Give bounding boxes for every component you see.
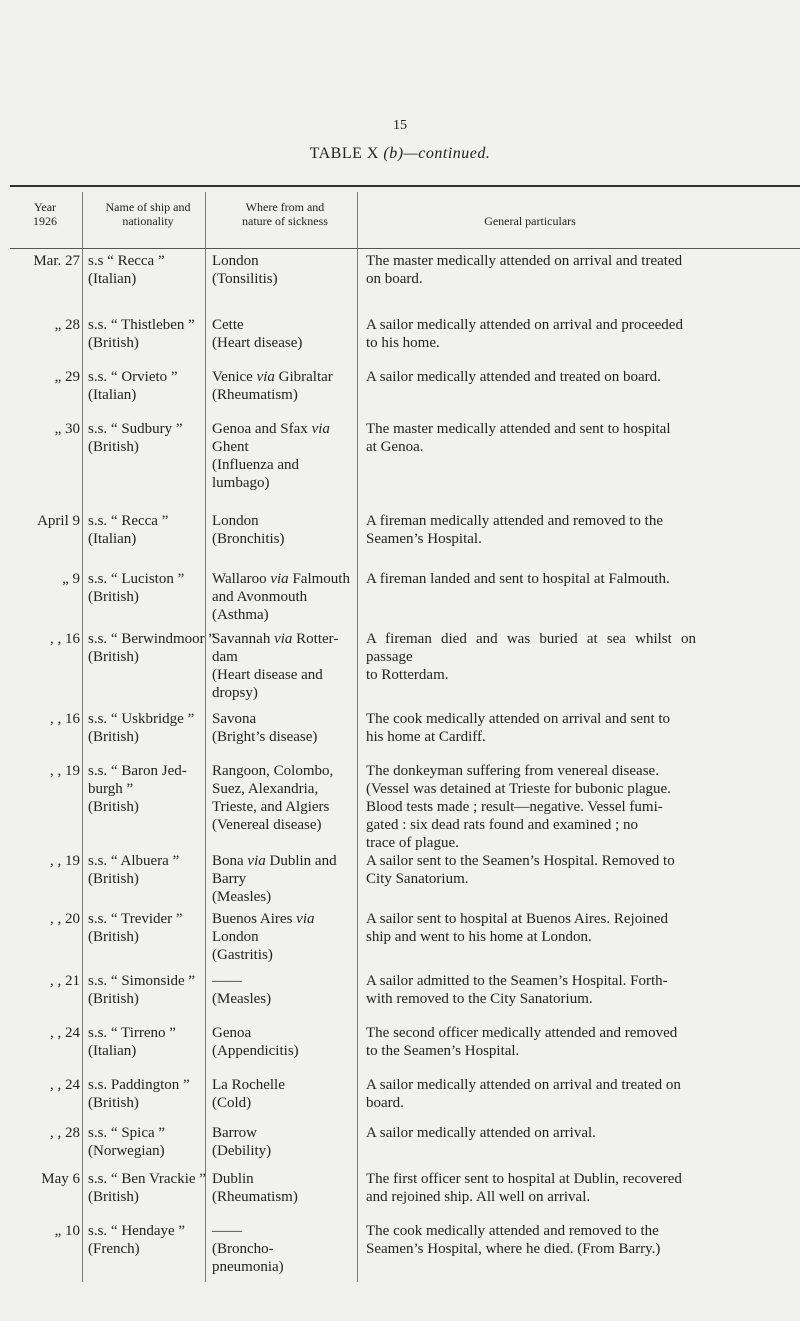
row-particulars-line: The master medically attended and sent to hospital	[366, 421, 671, 437]
row-ship	[88, 512, 228, 548]
row-ship-line: s.s. “ Orvieto ”	[88, 369, 178, 385]
row-ship	[88, 252, 228, 288]
row-origin-line: London	[212, 929, 259, 945]
table-title	[0, 145, 800, 163]
row-origin-line: Buenos Aires via	[212, 911, 315, 927]
row-particulars	[366, 368, 696, 386]
row-particulars-line: The master medically attended on arrival and treated	[366, 253, 683, 269]
row-ship-line: (British)	[88, 729, 139, 745]
row-ship-line: s.s. “ Uskbridge ”	[88, 711, 195, 727]
row-origin-line: London	[212, 513, 259, 529]
row-ship	[88, 1024, 228, 1060]
row-ship-line: s.s. “ Simonside ”	[88, 973, 196, 989]
header-year	[10, 200, 80, 228]
row-ship-line: (British)	[88, 335, 139, 351]
row-ship	[88, 1222, 228, 1258]
row-ship-line: (British)	[88, 649, 139, 665]
row-particulars-line: and rejoined ship. All well on arrival.	[366, 1189, 591, 1205]
header-ship	[78, 200, 218, 228]
row-origin-line: (Tonsilitis)	[212, 271, 278, 287]
row-ship-line: s.s. “ Thistleben ”	[88, 317, 195, 333]
row-ship	[88, 1076, 228, 1112]
header-from-l1: Where from and	[245, 200, 325, 214]
row-origin-line: Bona via Dublin and	[212, 853, 337, 869]
row-particulars-line: City Sanatorium.	[366, 871, 469, 887]
row-ship-line: s.s. “ Spica ”	[88, 1125, 166, 1141]
row-particulars-line: A sailor medically attended on arrival.	[366, 1125, 596, 1141]
row-origin-line: (Appendicitis)	[212, 1043, 299, 1059]
row-ship	[88, 570, 228, 606]
row-ship-line: (Italian)	[88, 387, 137, 403]
row-date: „ 30	[54, 421, 80, 437]
row-origin-line: (Rheumatism)	[212, 1189, 298, 1205]
row-particulars	[366, 630, 696, 684]
row-ship	[88, 630, 228, 666]
row-ship-line: (British)	[88, 991, 139, 1007]
row-particulars	[366, 512, 696, 548]
header-from-l2: nature of sickness	[242, 214, 328, 228]
row-ship-line: s.s. Paddington ”	[88, 1077, 190, 1093]
row-origin-line: Ghent	[212, 439, 249, 455]
page-number: 15	[393, 118, 407, 133]
row-origin-line: (Heart disease and	[212, 667, 323, 683]
header-rule	[10, 248, 800, 249]
row-origin-line: ——	[212, 1223, 242, 1239]
row-date: , , 19	[50, 763, 80, 779]
row-ship-line: s.s. “ Luciston ”	[88, 571, 185, 587]
row-ship-line: s.s. “ Recca ”	[88, 513, 169, 529]
row-origin	[212, 1076, 360, 1112]
row-particulars-line: Seamen’s Hospital.	[366, 531, 482, 547]
row-origin-line: Barry	[212, 871, 247, 887]
row-ship-line: burgh ”	[88, 781, 134, 797]
row-date: , , 16	[50, 631, 80, 647]
header-general-l1: General particulars	[484, 214, 576, 228]
row-ship	[88, 710, 228, 746]
row-particulars	[366, 1170, 696, 1206]
row-origin	[212, 512, 360, 548]
row-origin	[212, 420, 360, 492]
row-origin	[212, 1222, 360, 1276]
row-date: , , 19	[50, 853, 80, 869]
row-particulars-line: A sailor medically attended and treated on board.	[366, 369, 661, 385]
row-particulars-line: Seamen’s Hospital, where he died. (From Barry.)	[366, 1241, 661, 1257]
row-particulars	[366, 1024, 696, 1060]
row-origin	[212, 1024, 360, 1060]
row-particulars-line: trace of plague.	[366, 835, 459, 851]
row-date: , , 16	[50, 711, 80, 727]
row-origin-line: Venice via Gibraltar	[212, 369, 333, 385]
row-particulars-line: The cook medically attended and removed to the	[366, 1223, 659, 1239]
row-particulars-line: The cook medically attended on arrival and sent to	[366, 711, 671, 727]
row-origin-line: (Broncho-	[212, 1241, 274, 1257]
row-ship-line: (British)	[88, 589, 139, 605]
row-origin-line: (Debility)	[212, 1143, 272, 1159]
row-particulars-line: The first officer sent to hospital at Dublin, recovered	[366, 1171, 682, 1187]
row-particulars-line: ship and went to his home at London.	[366, 929, 592, 945]
row-origin-line: Suez, Alexandria,	[212, 781, 319, 797]
row-particulars-line: (Vessel was detained at Trieste for bubonic plague.	[366, 781, 671, 797]
row-particulars	[366, 910, 696, 946]
row-particulars-line: A fireman died and was buried at sea whilst on passage	[366, 631, 696, 665]
row-ship-line: s.s. “ Trevider ”	[88, 911, 183, 927]
row-origin-line: (Measles)	[212, 889, 272, 905]
row-origin-line: Savona	[212, 711, 257, 727]
row-particulars-line: A fireman landed and sent to hospital at Falmouth.	[366, 571, 670, 587]
header-year-l1: Year	[33, 200, 57, 214]
header-general	[360, 214, 700, 228]
row-origin-line: dropsy)	[212, 685, 258, 701]
row-date: April 9	[37, 513, 80, 529]
row-origin-line: lumbago)	[212, 475, 270, 491]
row-particulars-line: to his home.	[366, 335, 440, 351]
row-ship-line: (British)	[88, 929, 139, 945]
row-origin	[212, 710, 360, 746]
title-main: TABLE X	[309, 145, 379, 162]
row-origin-line: Cette	[212, 317, 244, 333]
row-origin-line: (Gastritis)	[212, 947, 273, 963]
header-ship-l1: Name of ship and	[105, 200, 191, 214]
row-origin-line: (Venereal disease)	[212, 817, 322, 833]
row-particulars	[366, 1076, 696, 1112]
row-ship-line: (British)	[88, 871, 139, 887]
row-particulars-line: A sailor sent to the Seamen’s Hospital. Removed to	[366, 853, 675, 869]
row-origin-line: (Cold)	[212, 1095, 252, 1111]
row-ship-line: (French)	[88, 1241, 140, 1257]
row-particulars	[366, 420, 696, 456]
row-ship	[88, 420, 228, 456]
row-date: , , 21	[50, 973, 80, 989]
row-date: „ 10	[54, 1223, 80, 1239]
title-rest: —continued.	[403, 145, 491, 162]
row-particulars-line: on board.	[366, 271, 423, 287]
row-particulars-line: A sailor sent to hospital at Buenos Aires. Rejoined	[366, 911, 669, 927]
row-particulars-line: A fireman medically attended and removed to the	[366, 513, 663, 529]
row-ship	[88, 910, 228, 946]
row-origin	[212, 972, 360, 1008]
row-origin-line: (Heart disease)	[212, 335, 303, 351]
row-ship-line: s.s. “ Hendaye ”	[88, 1223, 186, 1239]
row-origin-line: Dublin	[212, 1171, 254, 1187]
top-rule	[10, 185, 800, 187]
row-date: „ 9	[62, 571, 80, 587]
row-ship-line: (British)	[88, 1189, 139, 1205]
row-date: May 6	[41, 1171, 80, 1187]
row-date: „ 29	[54, 369, 80, 385]
row-origin-line: (Influenza and	[212, 457, 300, 473]
row-origin-line: (Asthma)	[212, 607, 269, 623]
row-origin-line: Wallaroo via Falmouth	[212, 571, 350, 587]
row-origin	[212, 852, 360, 906]
row-particulars-line: The second officer medically attended and removed	[366, 1025, 678, 1041]
row-particulars	[366, 972, 696, 1008]
row-ship-line: (Norwegian)	[88, 1143, 165, 1159]
col-divider-1	[82, 192, 83, 1282]
row-origin	[212, 316, 360, 352]
row-particulars	[366, 252, 696, 288]
row-ship	[88, 368, 228, 404]
row-ship-line: (Italian)	[88, 271, 137, 287]
row-particulars-line: board.	[366, 1095, 404, 1111]
row-origin-line: ——	[212, 973, 242, 989]
row-particulars-line: The donkeyman suffering from venereal disease.	[366, 763, 659, 779]
row-date: , , 28	[50, 1125, 80, 1141]
row-origin-line: dam	[212, 649, 238, 665]
row-ship-line: (British)	[88, 799, 139, 815]
row-ship-line: s.s “ Recca ”	[88, 253, 165, 269]
row-ship-line: (British)	[88, 439, 139, 455]
row-ship-line: s.s. “ Sudbury ”	[88, 421, 183, 437]
row-origin-line: London	[212, 253, 259, 269]
row-origin-line: pneumonia)	[212, 1259, 284, 1275]
row-particulars	[366, 316, 696, 352]
row-origin	[212, 630, 360, 702]
row-particulars-line: Blood tests made ; result—negative. Vessel fumi-	[366, 799, 663, 815]
row-particulars-line: gated : six dead rats found and examined ; no	[366, 817, 639, 833]
row-particulars-line: A sailor medically attended on arrival and treated on	[366, 1077, 681, 1093]
row-ship-line: s.s. “ Tirreno ”	[88, 1025, 176, 1041]
row-origin-line: La Rochelle	[212, 1077, 285, 1093]
row-origin-line: (Rheumatism)	[212, 387, 298, 403]
row-particulars	[366, 1222, 696, 1258]
row-particulars-line: with removed to the City Sanatorium.	[366, 991, 593, 1007]
row-origin	[212, 252, 360, 288]
row-ship-line: (Italian)	[88, 1043, 137, 1059]
header-ship-l2: nationality	[122, 214, 174, 228]
row-date: , , 24	[50, 1077, 80, 1093]
row-origin	[212, 368, 360, 404]
row-ship	[88, 1124, 228, 1160]
row-origin-line: Barrow	[212, 1125, 257, 1141]
row-origin-line: Savannah via Rotter-	[212, 631, 339, 647]
row-ship	[88, 316, 228, 352]
row-date: , , 24	[50, 1025, 80, 1041]
row-particulars-line: to Rotterdam.	[366, 667, 449, 683]
row-origin	[212, 1124, 360, 1160]
row-particulars-line: at Genoa.	[366, 439, 424, 455]
row-origin-line: and Avonmouth	[212, 589, 308, 605]
row-origin	[212, 1170, 360, 1206]
row-ship-line: (British)	[88, 1095, 139, 1111]
row-particulars	[366, 1124, 696, 1142]
row-date: , , 20	[50, 911, 80, 927]
row-origin	[212, 762, 360, 834]
row-date: „ 28	[54, 317, 80, 333]
row-origin-line: (Bronchitis)	[212, 531, 285, 547]
header-year-l2: 1926	[33, 214, 57, 228]
row-ship	[88, 1170, 228, 1206]
row-particulars-line: A sailor medically attended on arrival and proceeded	[366, 317, 683, 333]
row-origin-line: (Bright’s disease)	[212, 729, 318, 745]
row-origin-line: Genoa	[212, 1025, 252, 1041]
row-origin-line: Rangoon, Colombo,	[212, 763, 334, 779]
title-sub: (b)	[383, 145, 404, 162]
row-origin-line: (Measles)	[212, 991, 272, 1007]
row-ship	[88, 972, 228, 1008]
row-origin-line: Trieste, and Algiers	[212, 799, 330, 815]
row-origin	[212, 570, 360, 624]
row-ship	[88, 762, 228, 816]
row-ship-line: s.s. “ Ben Vrackie ”	[88, 1171, 206, 1187]
row-origin-line: Genoa and Sfax via	[212, 421, 330, 437]
row-ship-line: (Italian)	[88, 531, 137, 547]
row-particulars	[366, 762, 696, 852]
row-particulars	[366, 710, 696, 746]
row-particulars-line: A sailor admitted to the Seamen’s Hospital. Forth-	[366, 973, 668, 989]
row-ship-line: s.s. “ Albuera ”	[88, 853, 180, 869]
row-ship	[88, 852, 228, 888]
row-particulars-line: to the Seamen’s Hospital.	[366, 1043, 520, 1059]
row-particulars	[366, 852, 696, 888]
row-particulars-line: his home at Cardiff.	[366, 729, 486, 745]
header-from	[210, 200, 360, 228]
row-date: Mar. 27	[33, 253, 80, 269]
row-ship-line: s.s. “ Berwindmoor ”	[88, 631, 216, 647]
row-origin	[212, 910, 360, 964]
row-particulars	[366, 570, 696, 588]
row-ship-line: s.s. “ Baron Jed-	[88, 763, 187, 779]
